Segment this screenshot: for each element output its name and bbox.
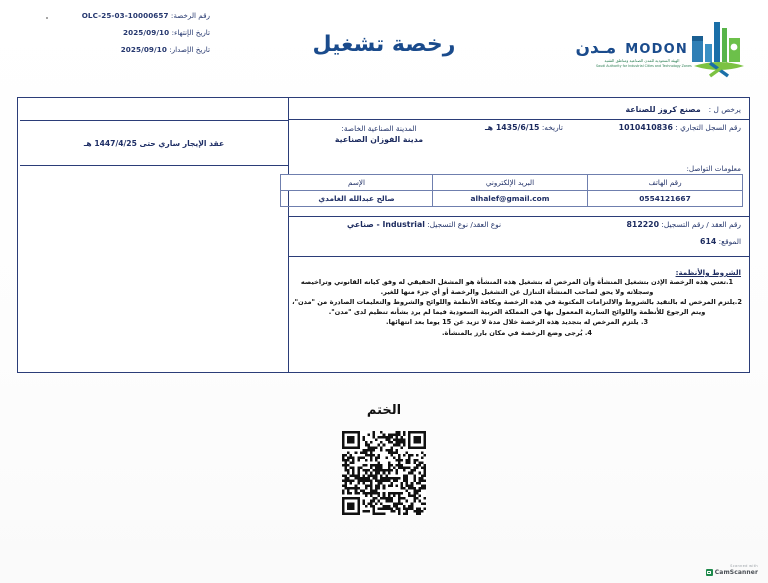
camscanner-name: CamScanner	[714, 569, 758, 576]
camscanner-watermark	[706, 564, 758, 577]
site-number-cell	[700, 237, 741, 246]
column-header-name: الإسم	[281, 175, 433, 191]
contract-row	[289, 220, 749, 256]
contact-table	[280, 174, 743, 207]
license-number-line	[60, 12, 210, 20]
stamp-label: الختم	[366, 403, 402, 418]
licensee-label: يرخص ل :	[708, 105, 741, 114]
expiry-date-value: 2025/09/10	[123, 27, 170, 37]
industrial-city-value: مدينة الفوزان الصناعية	[334, 135, 424, 145]
table-header-row	[281, 175, 743, 191]
cr-date-label: تاريخه:	[541, 123, 563, 132]
modon-logo-arabic: مـدن	[575, 38, 617, 58]
row-divider-2	[289, 216, 749, 217]
licensee-row	[289, 100, 749, 119]
qr-code	[342, 431, 426, 515]
cr-label: رقم السجل التجاري :	[675, 123, 741, 132]
modon-logo-icon	[690, 18, 748, 80]
licensee-value: مصنع كروز للصناعة	[625, 105, 701, 114]
camscanner-icon	[706, 569, 713, 576]
contract-number-cell	[626, 220, 741, 229]
cr-date-cell	[469, 123, 579, 132]
term-item: 1.تعني هذه الرخصة الإذن بتشغيل المنشأة وأن المرخص له بتشغيل هذه المنشأة هو المشغل الحقيقي له وفق كيانه القانوني وتراخيصه وسجلاته ولا يحق لصاحب المنشأة التنازل عن التشغيل والرخصة أو أي جزء منها للغير.	[300, 278, 734, 296]
table-row	[281, 191, 743, 207]
row-divider-3	[289, 256, 749, 257]
lease-validity-text: عقد الإيجار ساري حتى 1447/4/25 هـ	[83, 138, 225, 148]
contract-type-value: Industrial - صناعي	[346, 220, 425, 229]
industrial-city-label: المدينة الصناعية الخاصة:	[341, 124, 417, 133]
modon-subtitle-arabic: الهيئة السعودية للمدن الصناعية ومناطق التقنية	[604, 58, 680, 63]
camscanner-top-text: Scanned with	[730, 563, 758, 568]
commercial-registration-cell	[591, 123, 741, 132]
contact-section-label: معلومات التواصل:	[686, 164, 741, 173]
issue-date-value: 2025/09/10	[120, 44, 167, 54]
license-number-label: رقم الرخصة:	[170, 11, 210, 20]
lease-validity-box	[20, 120, 288, 166]
license-details-pane	[289, 98, 749, 372]
modon-logo-english: MODON	[625, 42, 688, 57]
cell-phone: 0554121667	[588, 191, 743, 207]
modon-logo-text	[575, 38, 692, 68]
cr-date-value: 1435/6/15 هـ	[485, 123, 540, 132]
terms-list	[291, 278, 743, 339]
scan-speck	[46, 17, 48, 19]
modon-logo	[575, 16, 756, 86]
contract-number-label: رقم العقد / رقم التسجيل:	[661, 220, 741, 229]
license-body-frame	[17, 97, 750, 373]
cell-name: صالح عبدالله الغامدي	[281, 191, 433, 207]
cell-email: alhalef@gmail.com	[433, 191, 588, 207]
expiry-date-label: تاريخ الإنتهاء:	[171, 27, 210, 37]
terms-heading: الشروط والأنظمة:	[675, 268, 741, 277]
site-number-label: الموقع:	[718, 237, 741, 246]
contract-type-label: نوع العقد/ نوع التسجيل:	[427, 220, 502, 229]
cr-value: 1010410836	[618, 123, 673, 132]
page-title: رخصة تشغيل	[312, 32, 456, 57]
row-divider-1	[289, 119, 749, 120]
term-item: 2.يلتزم المرخص له بالتقيد بالشروط والالتزامات المكتوبة في هذه الرخصة وبكافة الأنظمة واللوائح والشروط والتعليمات الصادرة من "مدن"، ويتم الرجوع للأنظمة واللوائح السارية المعمول بها في المملكة العربية السعودية فيما لم يرد بشأنه تنظيم لدى "مدن".	[292, 298, 742, 316]
qr-code-image	[342, 431, 426, 515]
contract-type-cell	[299, 220, 549, 229]
registration-row	[289, 121, 749, 159]
modon-subtitle-english: Saudi Authority for Industrial Cities and Technology Zones	[596, 63, 692, 68]
term-item: 3. يلتزم المرخص له بتجديد هذه الرخصة خلال مدة لا تزيد عن 15 يوما بعد انتهائها.	[385, 318, 649, 327]
contract-number-value: 812220	[626, 220, 660, 229]
issue-date-label: تاريخ الإصدار:	[169, 44, 210, 54]
industrial-city-cell	[299, 123, 459, 147]
column-header-phone: رقم الهاتف	[588, 175, 743, 191]
site-number-value: 614	[700, 237, 717, 246]
license-number-value: OLC-25-03-10000657	[81, 11, 169, 20]
term-item: 4. يُرجى وضع الرخصة في مكان بارز بالمنشأة.	[442, 328, 592, 337]
column-header-email: البريد الإلكتروني	[433, 175, 588, 191]
